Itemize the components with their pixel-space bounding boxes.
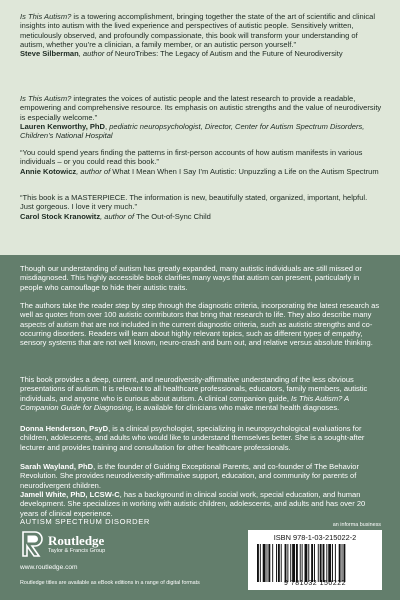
barcode-bar [260,544,261,582]
author-bio: , is the founder of Guiding Exceptional Parents, and co-founder of The Behavior Revolution. She provides neurodiversity-affirmative support, education, and community for parents of neurodivergent children. [20,462,359,490]
endorsement-4 [20,193,382,221]
quote-credit: The Out-of-Sync Child [136,211,211,221]
companion-guide-title: Is This Autism? A Companion Guide for Diagnosing [20,393,349,412]
barcode-bar [332,544,333,582]
barcode-bar [268,544,270,582]
quote-credit-prefix: , [104,121,110,131]
barcode-bar [300,544,301,582]
quote-book-title: Is This Autism? [20,12,72,21]
barcode-bar [290,544,291,582]
quote-text: “You could spend years finding the patterns in first-person accounts of how autism manifests in various individuals – or you could read this book.” [20,148,363,167]
barcode-bar [281,544,282,582]
barcode-bar [339,544,341,582]
description-text: Though our understanding of autism has greatly expanded, many autistic individuals are still missed or misdiagnosed. This highly accessible book clarifies many ways that autism can present, particularly in people who camouflage to hide their autistic traits. [20,264,362,292]
quote-book-title: Is This Autism? [20,94,72,103]
quote-author: Annie Kotowicz [20,166,77,176]
endorsement-1 [20,12,382,58]
barcode-bar [285,544,287,582]
barcode-bar [318,544,319,582]
barcode-bar [302,544,303,582]
endorsement-2 [20,94,382,140]
informa-tagline: an informa business [332,522,381,528]
description-text: , is available for clinicians who make mental health diagnoses. [131,402,340,412]
quote-credit: What I Mean When I Say I’m Autistic: Unpuzzling a Life on the Autism Spectrum [112,166,379,176]
barcode-bar [263,544,266,582]
barcode-bar [257,544,259,582]
endorsement-3 [20,148,382,176]
quote-credit-prefix: , author of [76,166,113,176]
routledge-logo-icon [20,531,44,557]
barcode-bar [296,544,298,582]
author-bio-3 [20,490,382,518]
subject-category: AUTISM SPECTRUM DISORDER [20,517,151,526]
barcode-bar [311,544,313,582]
publisher-logo [20,531,160,563]
isbn-number: ISBN 978-1-03-215022-2 [273,533,357,542]
quote-credit: NeuroTribes: The Legacy of Autism and the Future of Neurodiversity [114,49,343,59]
quote-credit-prefix: , author of [100,211,137,221]
barcode-bar [320,544,322,582]
barcode-bar [292,544,295,582]
ebook-note: Routledge titles are available as eBook editions in a range of digital formats [20,580,200,586]
author-bio-1 [20,424,382,452]
quote-credit: pediatric neuropsychologist, Director, Center for Autism Spectrum Disorders, Children’s National Hospital [20,121,365,141]
author-bio: , is a clinical psychologist, specializing in neuropsychological evaluations for children, adolescents, and adults who would like to understand themselves better. She is a sought-after lecturer and provides training and consultation for other healthcare professionals. [20,424,365,452]
publisher-group: Taylor & Francis Group [48,548,106,554]
barcode-bar [305,544,308,582]
barcode-bar [314,544,315,582]
quote-author: Carol Stock Kranowitz [20,211,101,221]
quote-text: “This book is a MASTERPIECE. The information is new, beautifully stated, organized, important, helpful. Just gorgeous. I love it very much.” [20,193,368,212]
barcode-bar [335,544,336,582]
barcode-bar [323,544,325,582]
barcode-bar [328,544,331,582]
author-bio-2 [20,462,382,490]
barcode-bar [278,544,280,582]
quote-text: integrates the voices of autistic people and the latest research to provide a readable, empowering and comprehensive resource. Its emphasis on autistic strengths and the value of neurodiversity is especially welcome.” [20,94,382,122]
barcode-bar [272,544,273,582]
quote-text: is a towering accomplishment, bringing together the state of the art of scientific and clinical insights into autism with the lived experience and perspectives of autistic people. Sensitively written, meticulously observed, and profoundly compassionate, this book will transform your understanding of autism, whether you’re a clinician, a family member, or an autistic person yourself.” [20,12,376,49]
author-name: Donna Henderson, PsyD [20,424,109,433]
barcode-panel [248,530,382,590]
description-paragraph-1 [20,264,382,292]
barcode-bar [343,544,345,582]
barcode-bar [267,544,268,582]
publisher-name: Routledge [48,533,105,548]
barcode-bar [342,544,343,582]
barcode-bar [308,544,309,582]
author-name: Sarah Wayland, PhD [20,462,94,471]
barcode-digits: 9 781032 150222 [284,580,346,587]
barcode [256,544,374,582]
quote-author: Steve Silberman [20,49,79,59]
description-text: The authors take the reader step by step through the diagnostic criteria, incorporating the latest research as well as quotes from over 100 autistic contributors that bring that research to life. They also describe many aspects of autism that are not included in the current diagnostic criteria, such as autistic strengths and co-occurring disorders. Readers will learn about highly relevant topics, such as different types of empathy, sensory systems that are not well known, neuro-crash and burn out, and relative versus absolute thinking. [20,301,380,348]
author-bio: , has a background in clinical social work, special education, and human development. She specializes in working with autistic children, adolescents, and adults and has over 20 years of clinical experience. [20,490,366,518]
author-name: Jamell White, PhD, LCSW-C [20,490,120,499]
description-text: This book provides a deep, current, and neurodiversity-affirmative understanding of the less obvious presentations of autism. It is relevant to all healthcare professionals, educators, family members, autistic individuals, and anyone who is curious about autism. A clinical companion guide, [20,375,368,403]
quote-credit-prefix: , author of [78,49,115,59]
description-paragraph-3 [20,375,382,412]
quote-author: Lauren Kenworthy, PhD [20,121,105,131]
endorsements-panel [0,0,400,255]
barcode-bar [287,544,288,582]
barcode-bar [326,544,327,582]
description-paragraph-2 [20,301,382,347]
publisher-website: www.routledge.com [20,564,78,571]
barcode-bar [276,544,277,582]
